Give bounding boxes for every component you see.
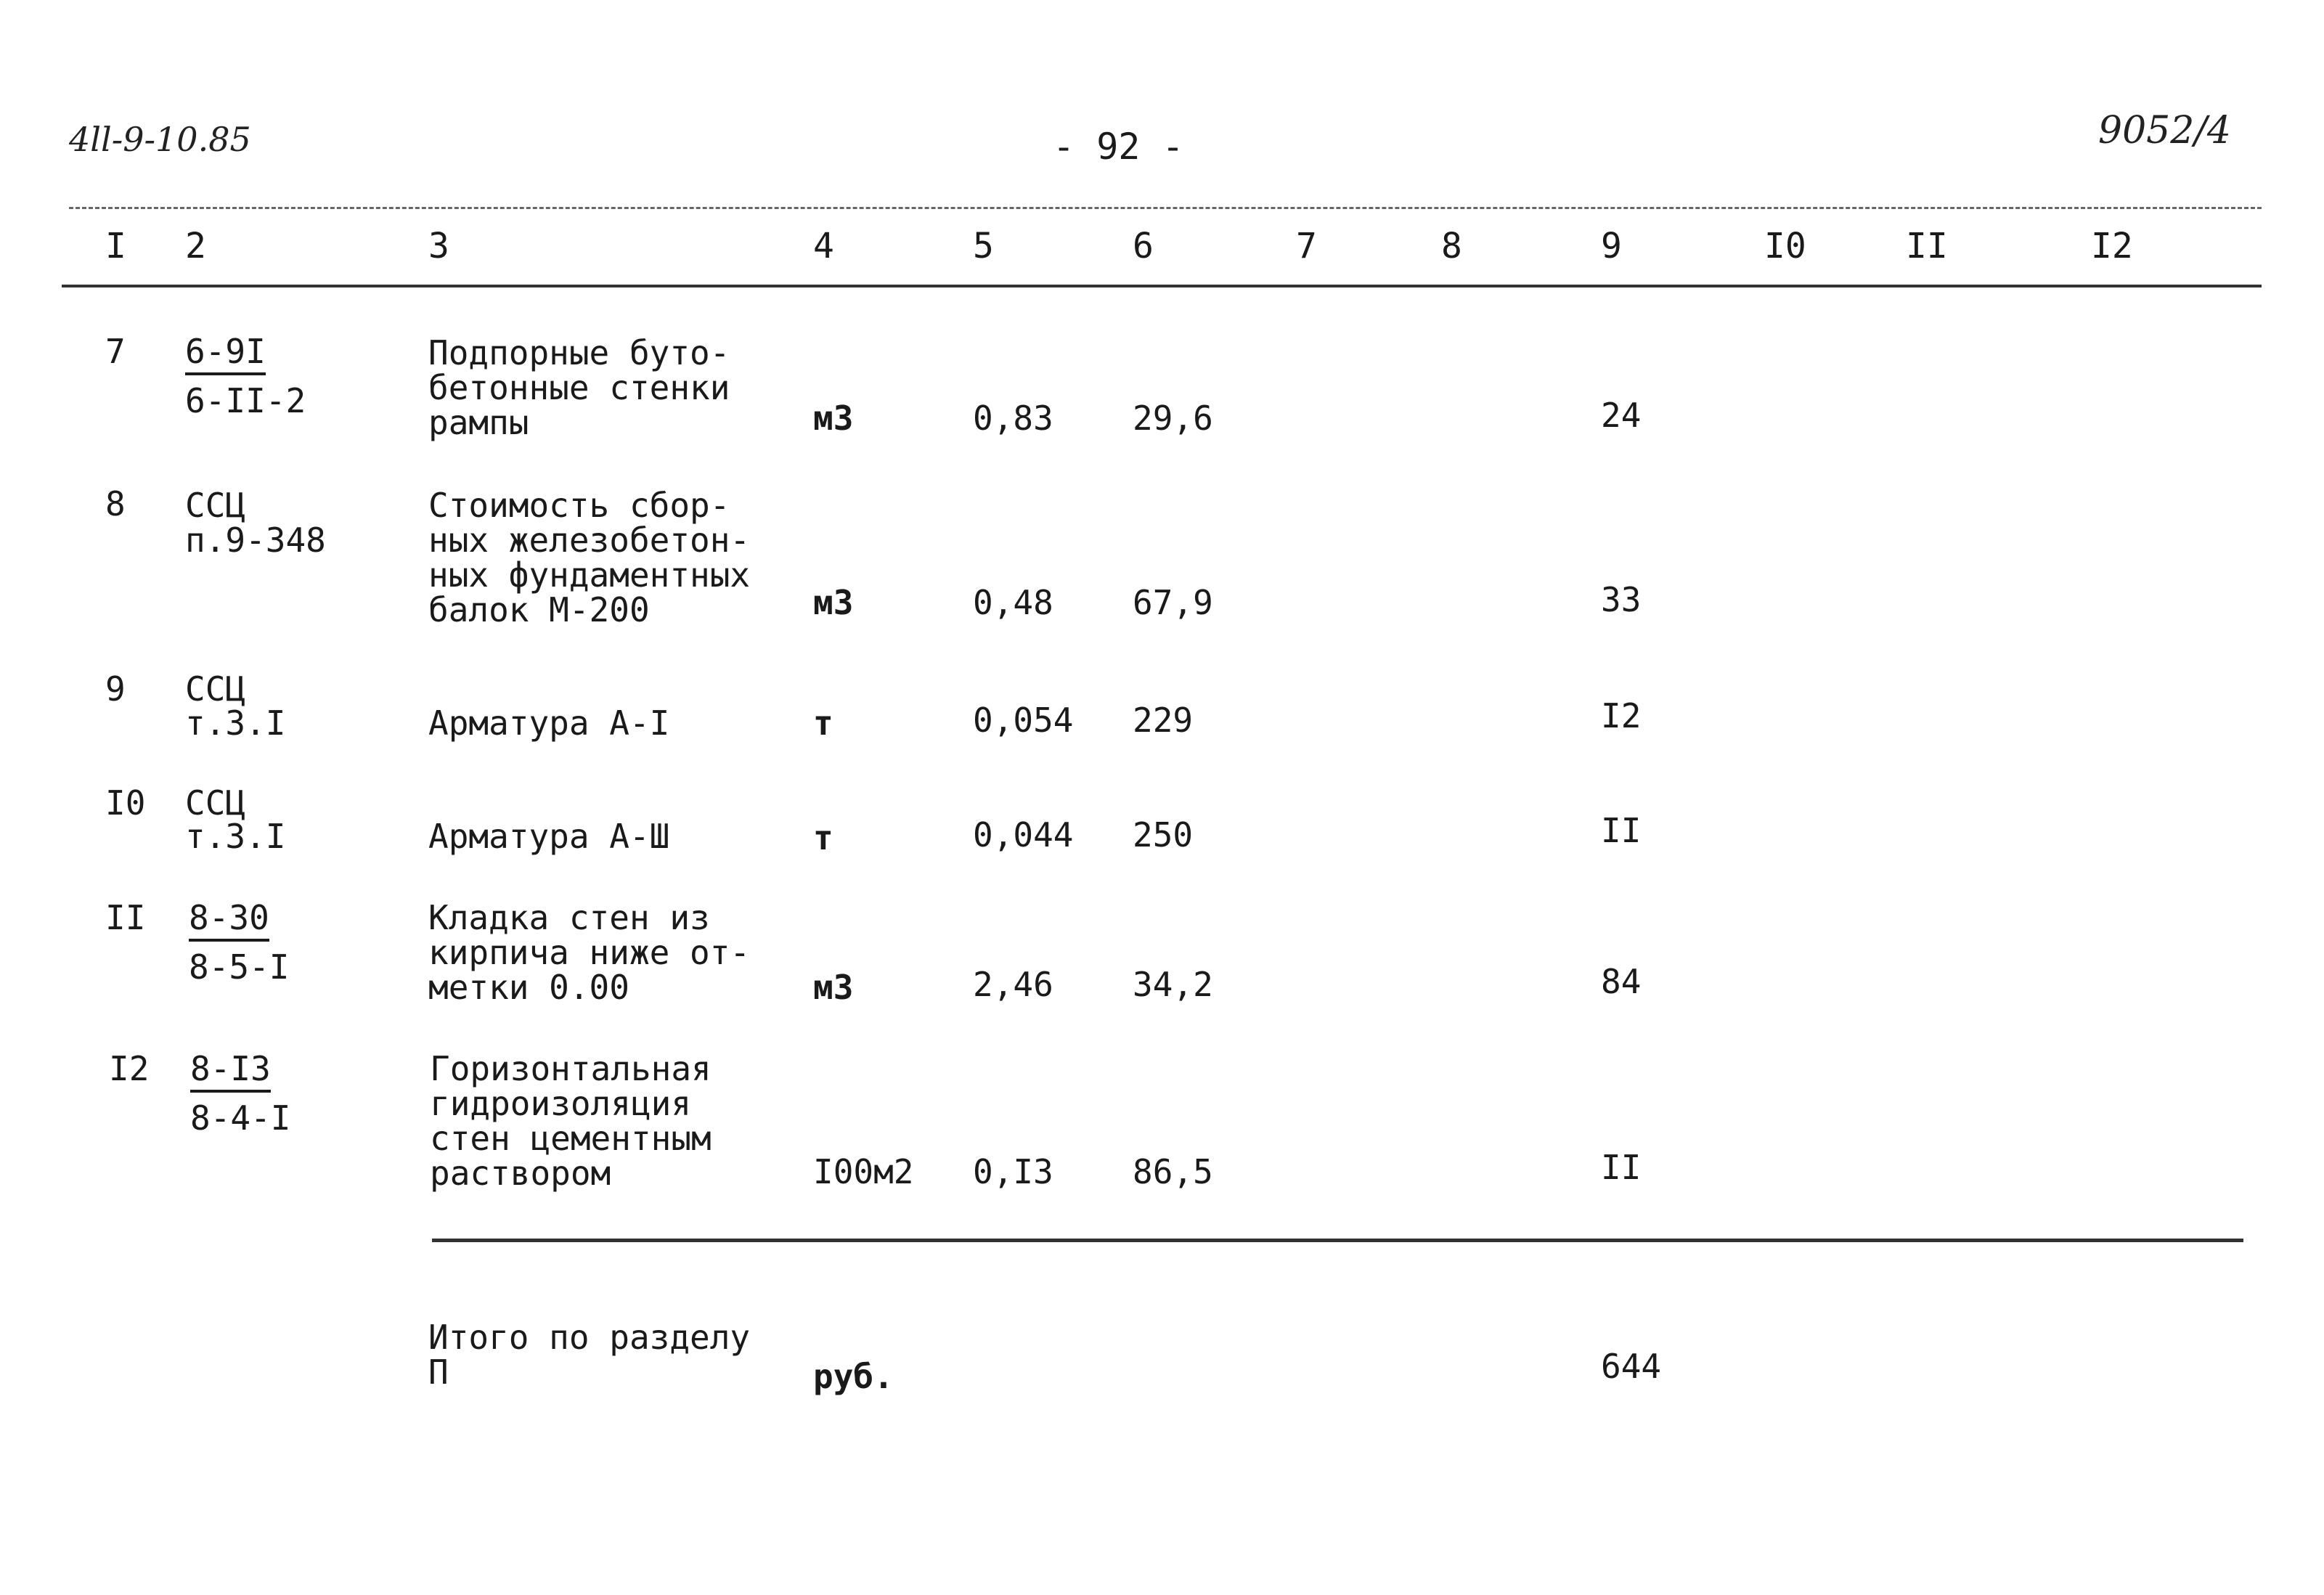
- column-header-9: 9: [1601, 226, 1622, 266]
- norm-code-bottom: 6-II-2: [185, 381, 306, 420]
- column-header-10: I0: [1764, 226, 1806, 266]
- row-number: II: [105, 898, 146, 937]
- norm-code-top: 6-9I: [185, 334, 266, 369]
- column-header-12: I2: [2091, 226, 2133, 266]
- unit-price: 250: [1133, 815, 1194, 854]
- norm-code-bottom: 8-4-I: [190, 1098, 291, 1138]
- work-name: Арматура А-Ш: [428, 817, 670, 856]
- column-header-7: 7: [1296, 226, 1317, 266]
- work-name: Горизонтальная гидроизоляция стен цементным раствором: [430, 1049, 712, 1193]
- norm-code-top: 8-30: [189, 900, 269, 935]
- column-header-3: 3: [428, 226, 449, 266]
- work-name: Кладка стен из кирпича ниже от- метки 0.00: [428, 898, 751, 1007]
- work-name: Стоимость сбор- ных железобетон- ных фундаментных балок М-200: [428, 486, 751, 629]
- column-header-1: I: [105, 226, 126, 266]
- total-cost: I2: [1601, 696, 1642, 735]
- column-header-4: 4: [813, 226, 834, 266]
- quantity: 0,83: [973, 399, 1053, 438]
- unit: т: [813, 703, 833, 743]
- page-number: - 92 -: [1053, 126, 1184, 168]
- total-cost: 33: [1601, 580, 1642, 619]
- total-cost: 24: [1601, 396, 1642, 435]
- unit: м3: [813, 583, 854, 622]
- norm-code-bottom: т.3.I: [185, 703, 286, 743]
- norm-code-bottom: 8-5-I: [189, 947, 290, 987]
- row-number: I2: [109, 1049, 150, 1088]
- top-rule: [69, 207, 2262, 209]
- total-cost: II: [1601, 811, 1642, 850]
- column-header-11: II: [1906, 226, 1948, 266]
- column-header-2: 2: [185, 226, 206, 266]
- unit-price: 67,9: [1133, 583, 1213, 622]
- unit: м3: [813, 968, 854, 1007]
- quantity: 0,054: [973, 701, 1074, 740]
- norm-code-top: ССЦ: [185, 783, 246, 823]
- row-number: I0: [105, 783, 146, 823]
- unit-price: 29,6: [1133, 399, 1213, 438]
- norm-code-bottom: п.9-348: [185, 521, 326, 560]
- summary-rule: [432, 1239, 2243, 1242]
- quantity: 0,044: [973, 815, 1074, 854]
- column-header-5: 5: [973, 226, 994, 266]
- norm-code-top: ССЦ: [185, 669, 246, 709]
- row-number: 8: [105, 484, 126, 523]
- row-number: 9: [105, 669, 126, 709]
- work-name: Арматура А-I: [428, 703, 670, 743]
- summary-label: Итого по разделу П: [428, 1318, 751, 1392]
- quantity: 0,48: [973, 583, 1053, 622]
- quantity: 0,I3: [973, 1152, 1053, 1191]
- total-cost: 84: [1601, 962, 1642, 1001]
- norm-code-top: ССЦ: [185, 486, 246, 525]
- document-code: 4ll-9-10.85: [69, 120, 251, 159]
- quantity: 2,46: [973, 965, 1053, 1004]
- column-header-6: 6: [1133, 226, 1154, 266]
- work-name: Подпорные буто- бетонные стенки рампы: [428, 333, 730, 442]
- unit-price: 86,5: [1133, 1152, 1213, 1191]
- unit: I00м2: [813, 1152, 914, 1191]
- summary-unit: руб.: [813, 1357, 894, 1396]
- document-stamp: 9052/4: [2098, 109, 2231, 152]
- header-rule: [62, 285, 2262, 287]
- norm-code-top: 8-I3: [190, 1051, 271, 1086]
- summary-total: 644: [1601, 1347, 1662, 1386]
- column-header-8: 8: [1441, 226, 1462, 266]
- row-number: 7: [105, 332, 126, 371]
- unit: т: [813, 818, 833, 857]
- norm-code-bottom: т.3.I: [185, 817, 286, 856]
- total-cost: II: [1601, 1148, 1642, 1187]
- unit: м3: [813, 399, 854, 438]
- unit-price: 34,2: [1133, 965, 1213, 1004]
- unit-price: 229: [1133, 701, 1194, 740]
